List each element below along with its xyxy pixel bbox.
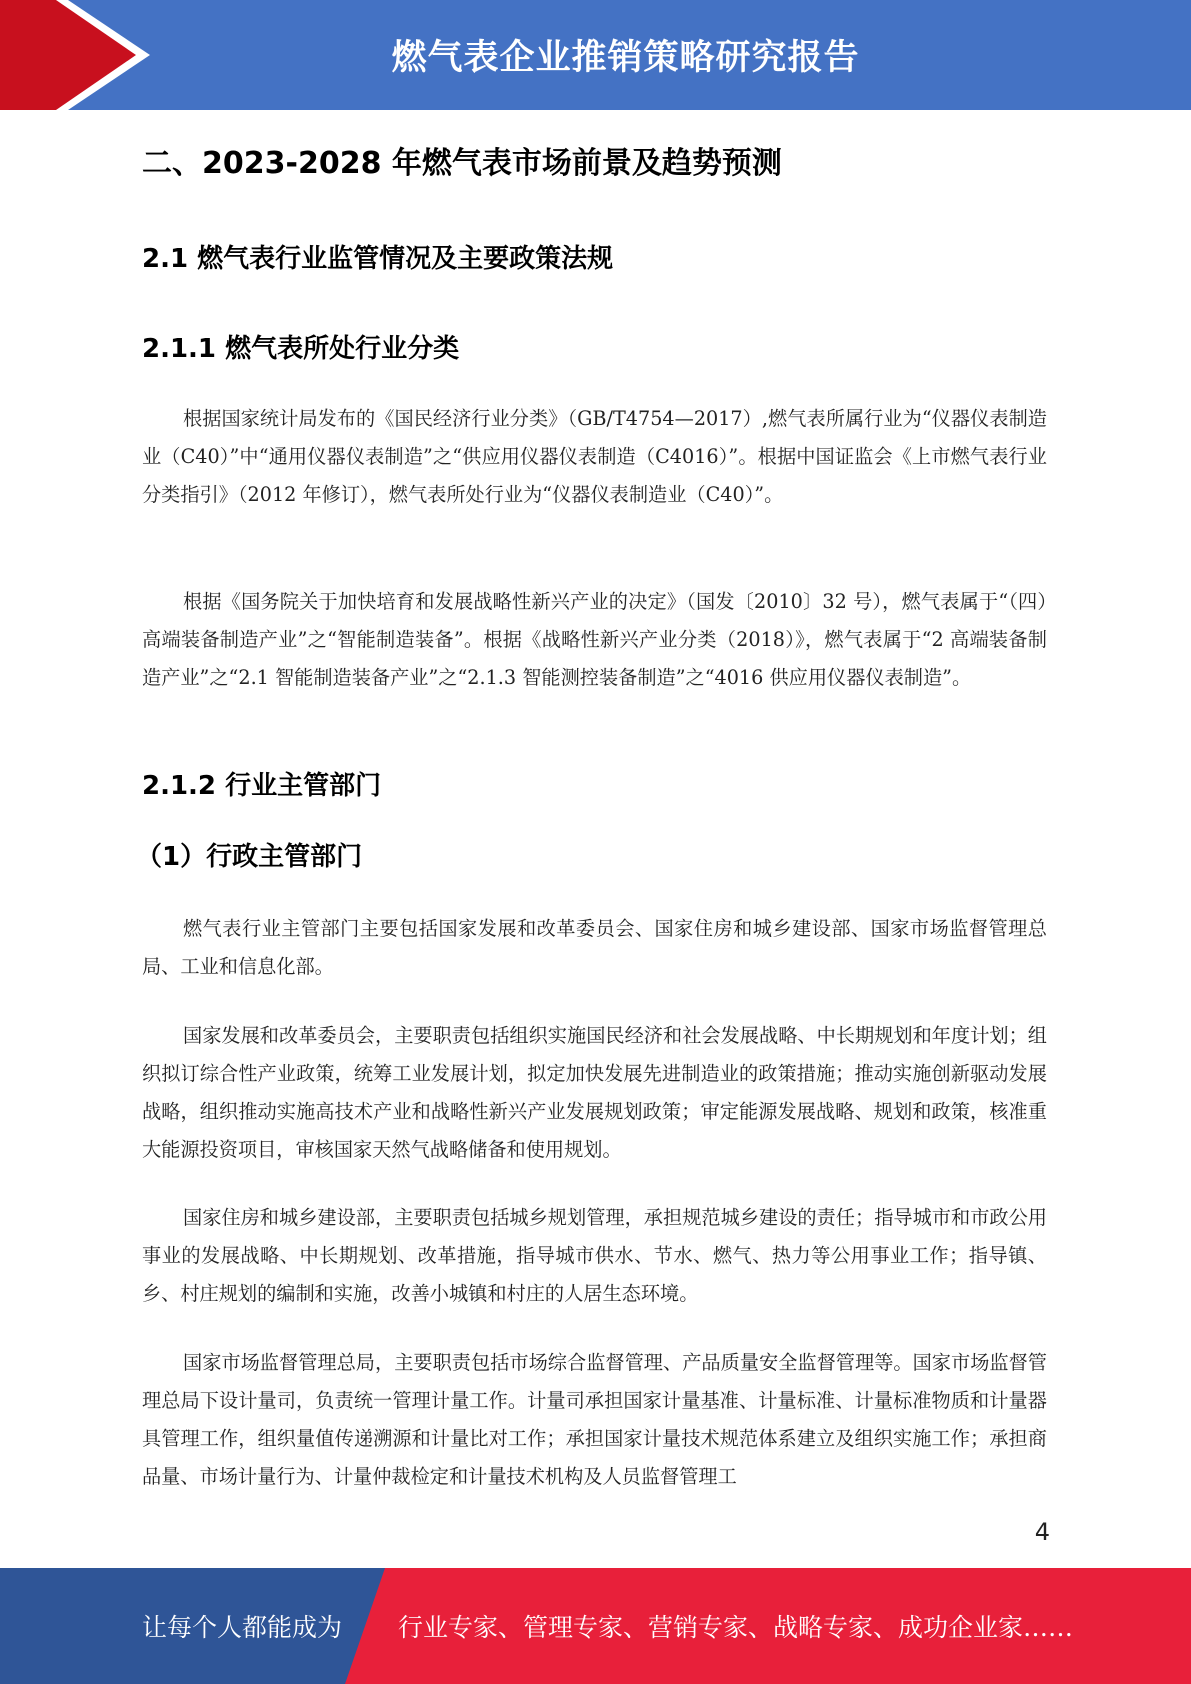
subsection-heading-2-1-1: 2.1.1 燃气表所处行业分类 — [142, 334, 460, 364]
subsection-heading-admin: （1）行政主管部门 — [136, 842, 363, 872]
footer-slogan-left: 让每个人都能成为 — [142, 1613, 343, 1642]
paragraph-industry-classification: 根据国家统计局发布的《国民经济行业分类》（GB/T4754—2017）,燃气表所属行业为“仪器仪表制造业（C40）”中“通用仪器仪表制造”之“供应用仪器仪表制造（C4016）”。根据中国证监会《上市燃气表行业分类指引》（2012 年修订），燃气表所处行业为“仪器仪表制造业（C40）”。 — [142, 407, 1047, 506]
paragraph-ndrc: 国家发展和改革委员会，主要职责包括组织实施国民经济和社会发展战略、中长期规划和年度计划；组织拟订综合性产业政策，统筹工业发展计划，拟定加快发展先进制造业的政策措施；推动实施创新驱动发展战略，组织推动实施高技术产业和战略性新兴产业发展规划政策；审定能源发展战略、规划和政策，核准重大能源投资项目，审核国家天然气战略储备和使用规划。 — [142, 1024, 1047, 1161]
paragraph-strategic-industry: 根据《国务院关于加快培育和发展战略性新兴产业的决定》（国发〔2010〕32 号），燃气表属于“（四）高端装备制造产业”之“智能制造装备”。根据《战略性新兴产业分类（2018）》，燃气表属于“2 高端装备制造产业”之“2.1 智能制造装备产业”之“2.1.3 智能测控装备制造”之“4016 供应用仪器仪表制造”。 — [142, 590, 1047, 689]
section-heading: 二、2023-2028 年燃气表市场前景及趋势预测 — [142, 146, 782, 181]
page-footer — [0, 1568, 1191, 1684]
report-title: 燃气表企业推销策略研究报告 — [391, 38, 860, 78]
subsection-heading-2-1-2: 2.1.2 行业主管部门 — [142, 771, 382, 801]
paragraph-samr: 国家市场监督管理总局，主要职责包括市场综合监督管理、产品质量安全监督管理等。国家市场监督管理总局下设计量司，负责统一管理计量工作。计量司承担国家计量基准、计量标准、计量标准物质和计量器具管理工作，组织量值传递溯源和计量比对工作；承担国家计量技术规范体系建立及组织实施工作；承担商品量、市场计量行为、计量仲裁检定和计量技术机构及人员监督管理工 — [142, 1351, 1047, 1488]
subsection-heading-2-1: 2.1 燃气表行业监管情况及主要政策法规 — [142, 244, 614, 274]
paragraph-mohurd: 国家住房和城乡建设部，主要职责包括城乡规划管理，承担规范城乡建设的责任；指导城市和市政公用事业的发展战略、中长期规划、改革措施，指导城市供水、节水、燃气、热力等公用事业工作；指导镇、乡、村庄规划的编制和实施，改善小城镇和村庄的人居生态环境。 — [142, 1206, 1047, 1305]
footer-slogan-right: 行业专家、管理专家、营销专家、战略专家、成功企业家…… — [398, 1613, 1074, 1642]
paragraph-authorities: 燃气表行业主管部门主要包括国家发展和改革委员会、国家住房和城乡建设部、国家市场监督管理总局、工业和信息化部。 — [142, 917, 1047, 978]
page-header — [0, 0, 1191, 110]
page-number: 4 — [1034, 1518, 1050, 1546]
